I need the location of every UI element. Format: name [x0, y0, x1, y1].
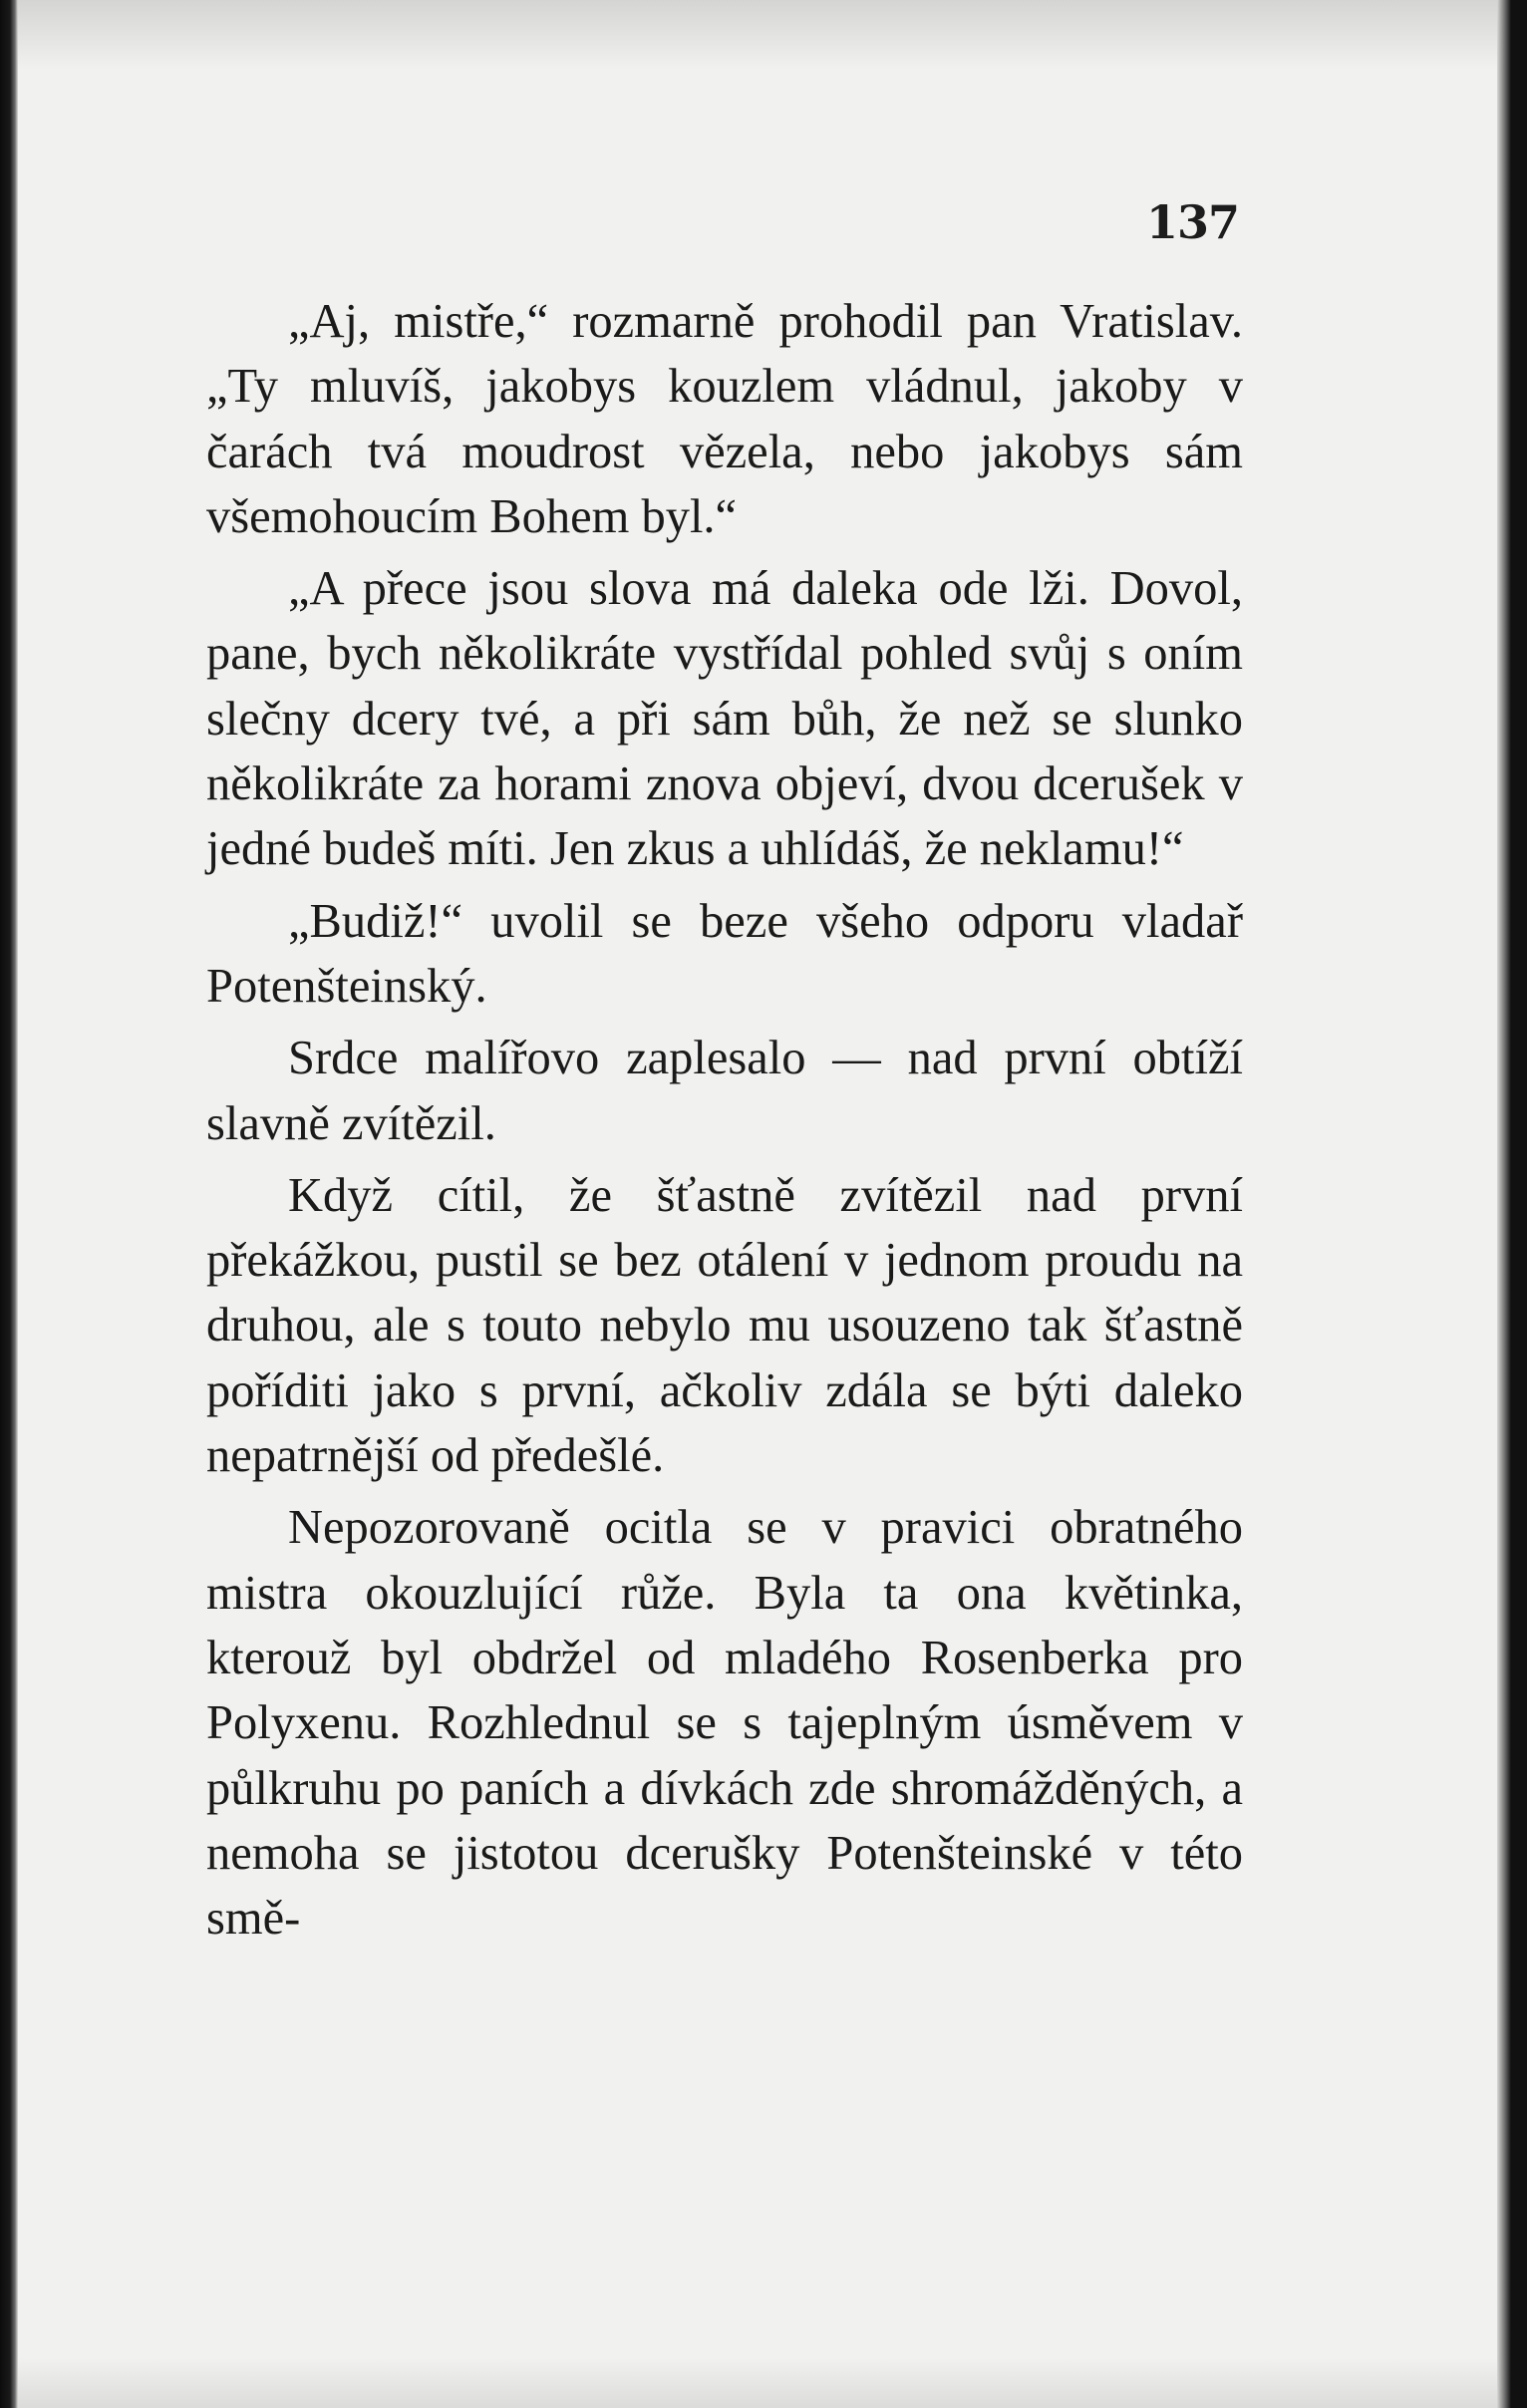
page-edge-shadow — [1497, 0, 1527, 2408]
bottom-shading — [18, 2358, 1497, 2408]
paragraph-6: Nepozorovaně ocitla se v pravici obratného mistra okouzlující růže. Byla ta ona květinka, kterouž byl obdržel od mladého Rosenberka pro Polyxenu. Rozhlednul se s tajeplným úsměvem v půlkruhu po paních a dívkách zde shromážděných, a nemoha se jistotou dcerušky Potenšteinské v této smě- — [206, 1501, 1243, 1946]
paragraph-5: Když cítil, že šťastně zvítězil nad první překážkou, pustil se bez otálení v jednom proudu na druhou, ale s touto nebylo mu usouzeno tak šťastně poříditi jako s první, ačkoliv zdála se býti daleko nepatrnější od předešlé. — [206, 1168, 1243, 1483]
paragraph-3: „Budiž!“ uvolil se beze všeho odporu vladař Potenšteinský. — [206, 894, 1243, 1013]
paragraph-1: „Aj, mistře,“ rozmarně prohodil pan Vratislav. „Ty mluvíš, jakobys kouzlem vládnul, jakoby v čarách tvá moudrost vězela, nebo jakobys sám všemohoucím Bohem byl.“ — [206, 295, 1243, 543]
top-shading — [18, 0, 1497, 70]
paragraph-4: Srdce malířovo zaplesalo — nad první obtíží slavně zvítězil. — [206, 1032, 1243, 1150]
body-text — [206, 289, 1243, 1957]
book-spine-shadow — [0, 0, 18, 2408]
page-number: 137 — [1145, 195, 1239, 249]
paragraph-2: „A přece jsou slova má daleka ode lži. Dovol, pane, bych několikráte vystřídal pohled svůj s oním slečny dcery tvé, a při sám bůh, že než se slunko několikráte za horami znova objeví, dvou dcerušek v jedné budeš míti. Jen zkus a uhlídáš, že neklamu!“ — [206, 562, 1243, 876]
